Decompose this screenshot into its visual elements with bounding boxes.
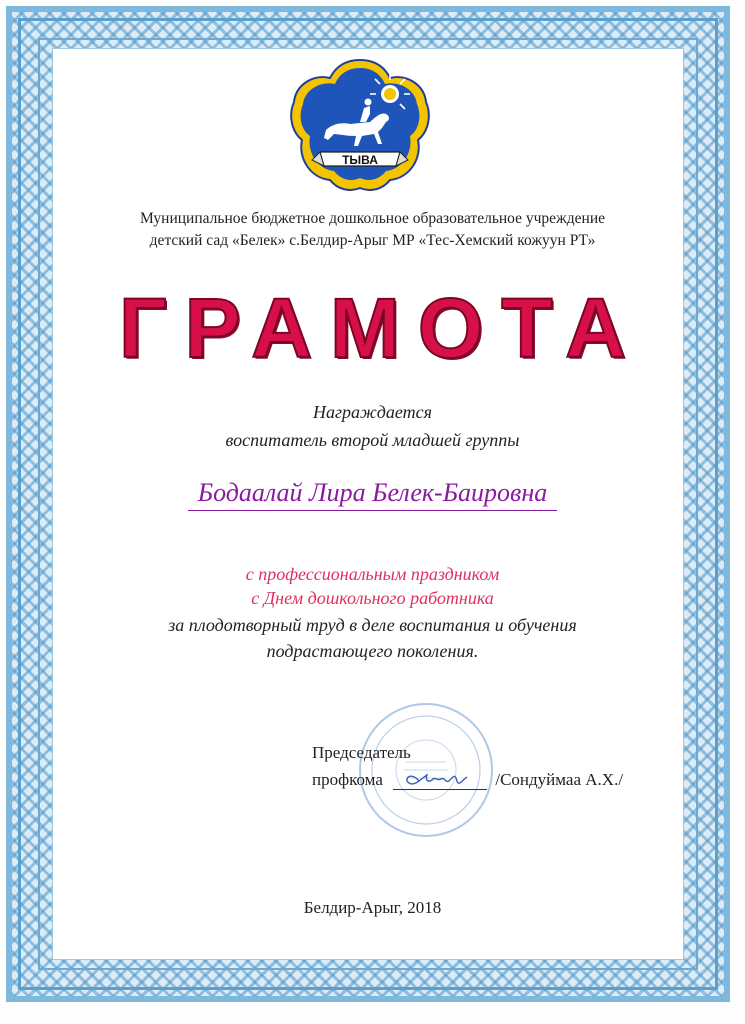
award-line-2: воспитатель второй младшей группы xyxy=(225,430,520,450)
institution-line-2: детский сад «Белек» с.Белдир-Арыг МР «Тес-Хемский кожуун РТ» xyxy=(149,232,596,249)
merit-text xyxy=(0,612,745,664)
award-line-1: Награждается xyxy=(313,402,432,422)
merit-line-1: за плодотворный труд в деле воспитания и обучения xyxy=(168,615,577,635)
recipient-name xyxy=(0,478,745,511)
handwritten-signature-icon xyxy=(393,767,487,789)
place-and-year: Белдир-Арыг, 2018 xyxy=(303,898,442,917)
institution-line-1: Муниципальное бюджетное дошкольное образовательное учреждение xyxy=(140,210,605,227)
recipient-name-text: Бодаалай Лира Белек-Баировна xyxy=(188,478,558,511)
holiday-line-1: с профессиональным праздником xyxy=(245,564,500,584)
tuva-emblem-icon xyxy=(286,56,434,194)
signatory-title-2: профкома xyxy=(312,770,383,789)
document-title: ГРАМОТА xyxy=(119,281,644,375)
signature-row xyxy=(312,769,623,790)
signatory-title: Председатель xyxy=(312,743,411,762)
holiday-text xyxy=(0,562,745,610)
award-text xyxy=(0,398,745,454)
emblem-banner-text: ТЫВА xyxy=(342,153,378,167)
institution-name xyxy=(0,208,745,252)
merit-line-2: подрастающего поколения. xyxy=(266,641,479,661)
signature-line xyxy=(393,769,487,790)
holiday-line-2: с Днем дошкольного работника xyxy=(251,588,494,608)
signer-name: /Сондуймаа А.Х./ xyxy=(495,770,624,789)
